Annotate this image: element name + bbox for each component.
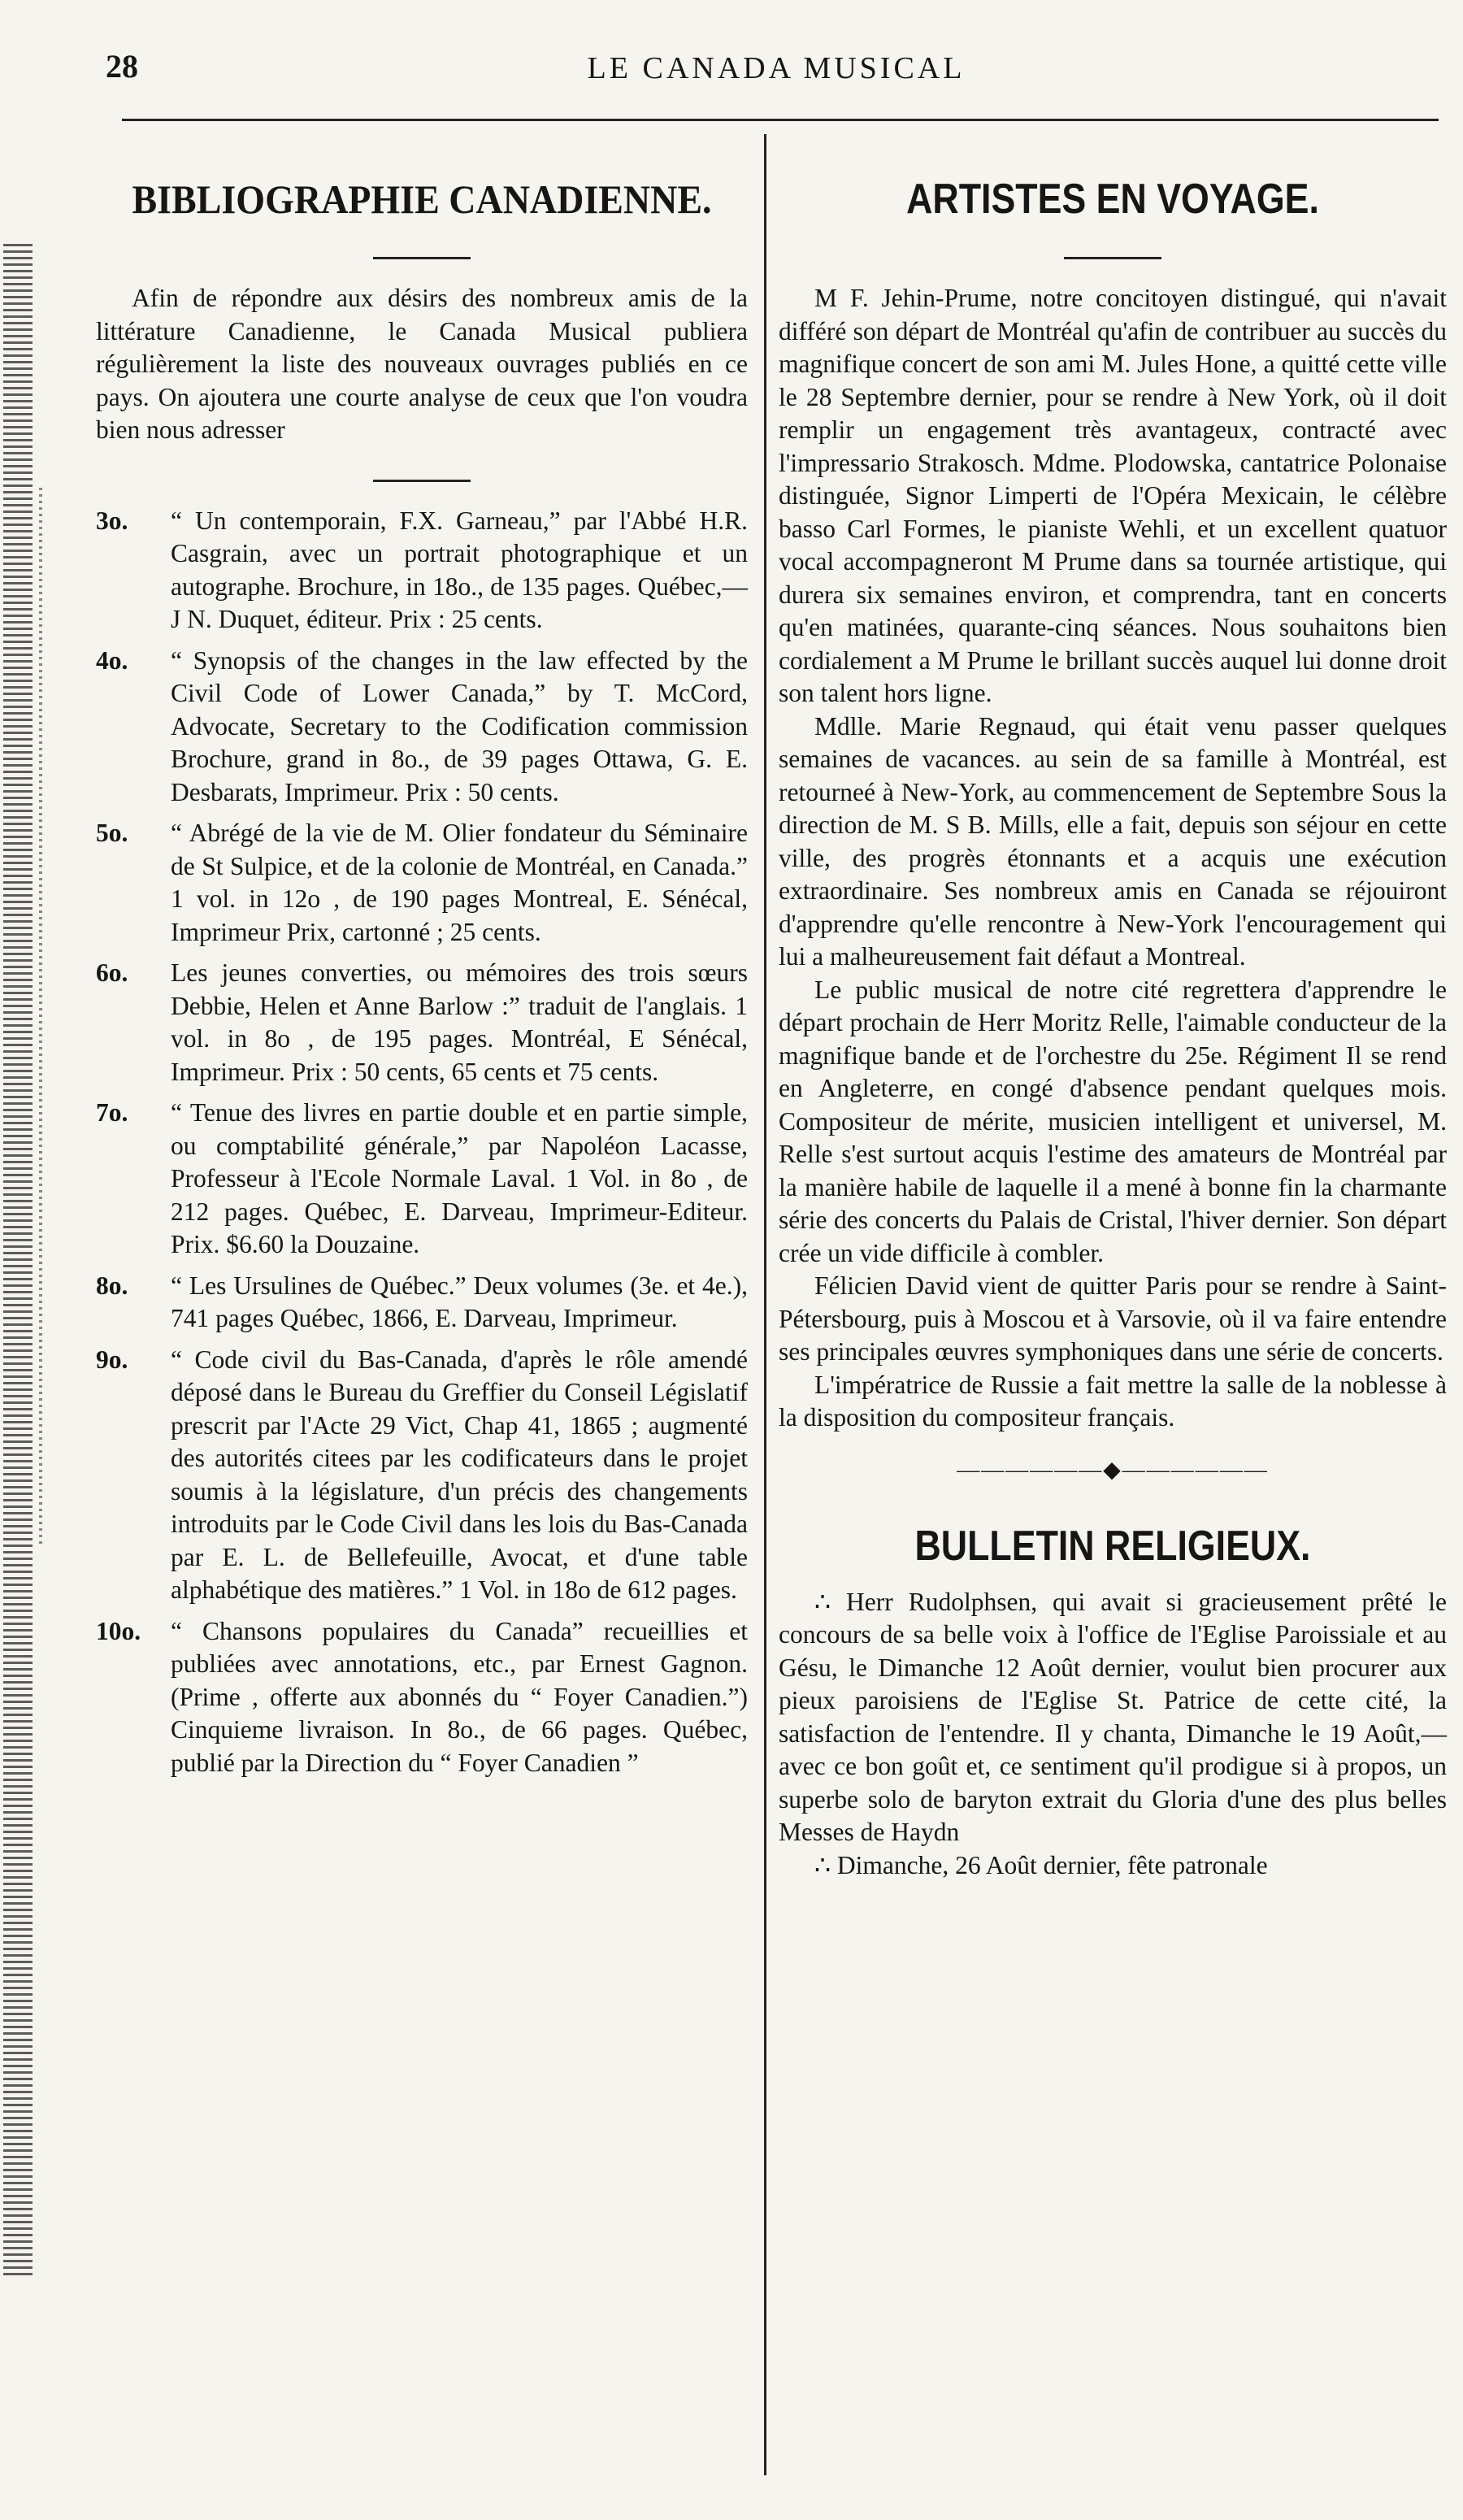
entry-number: 9o. bbox=[96, 1345, 128, 1374]
binding-edge-line bbox=[39, 488, 42, 1545]
title-rule bbox=[373, 257, 471, 259]
bibliography-entry bbox=[96, 957, 748, 1088]
bibliography-list bbox=[96, 505, 748, 1780]
section-title-bulletin: BULLETIN RELIGIEUX. bbox=[914, 1522, 1311, 1570]
section-ornament-rule: ——————◆—————— bbox=[957, 1457, 1269, 1483]
article-paragraph: Le public musical de notre cité regrettera d'apprendre le départ prochain de Herr Moritz Relle, l'aimable conducteur de la magnifique bande et de l'orchestre du 25e. Régiment Il se rend en Angleterre, en congé d'absence pendant quelques mois. Compositeur de mérite, musicien intelligent et universel, M. Relle s'est surtout acquis l'estime des amateurs de Montréal par la manière habile de laquelle il a mené à bonne fin la charmante série des concerts du Palais de Cristal, l'hiver dernier. Son départ crée un vide difficile à combler. bbox=[779, 975, 1447, 1267]
running-head bbox=[106, 47, 1447, 96]
bibliography-entry bbox=[96, 1344, 748, 1607]
bibliography-entry bbox=[96, 505, 748, 637]
journal-title: LE CANADA MUSICAL bbox=[587, 51, 966, 85]
entry-number: 5o. bbox=[96, 819, 128, 847]
article-paragraph: L'impératrice de Russie a fait mettre la salle de la noblesse à la disposition du compositeur français. bbox=[779, 1370, 1447, 1432]
entry-text: “ Chansons populaires du Canada” recueillies et publiées avec annotations, etc., par Ernest Gagnon. (Prime , offerte aux abonnés du “ Foyer Canadien.”) Cinquieme livraison. In 8o., de 66 pages. Québec, publié par la Direction du “ Foyer Canadien ” bbox=[171, 1616, 748, 1777]
entry-number: 10o. bbox=[96, 1616, 141, 1645]
article-paragraph: Mdlle. Marie Regnaud, qui était venu passer quelques semaines de vacances. au sein de sa famille à Montréal, est retourneé à New-York, au commencement de Septembre Sous la direction de M. S B. Mills, elle a fait, depuis son séjour en cette ville, des progrès étonnants et a acquis une exécution extraordinaire. Ses nombreux amis en Canada se réjouiront d'apprendre qu'elle rencontre à New-York l'encouragement qui lui a malheureusement fait défaut a Montreal. bbox=[779, 711, 1447, 971]
entry-number: 4o. bbox=[96, 645, 128, 675]
entry-number: 6o. bbox=[96, 958, 128, 987]
section-title-artistes: ARTISTES EN VOYAGE. bbox=[906, 176, 1319, 223]
bibliographie-intro: Afin de répondre aux désirs des nombreux amis de la littérature Canadienne, le Canada Musical publiera régulièrement la liste des nouveaux ouvrages publiés en ce pays. On ajoutera une courte analyse de ceux que l'on voudra bien nous adresser bbox=[96, 284, 748, 444]
article-paragraph: M F. Jehin-Prume, notre concitoyen distingué, qui n'avait différé son départ de Montréal qu'afin de contribuer au succès du magnifique concert de son ami M. Jules Hone, a quitté cette ville le 28 Septembre dernier, pour se rendre à New York, où il doit remplir un engagement très avantageux, contracté avec l'impressario Strakosch. Mdme. Plodowska, cantatrice Polonaise distinguée, Signor Limperti de l'Opéra Mexicain, le célèbre basso Carl Formes, le pianiste Wehli, et un excellent quatuor vocal accompagneront M Prume dans sa tournée artistique, qui durera six semaines environ, et comprendra, tant en concerts qu'en matinées, quarante-cinq séances. Nous souhaitons bien cordialement a M Prume le brillant succès auquel lui donne droit son talent hors ligne. bbox=[779, 284, 1447, 707]
article-paragraph: Félicien David vient de quitter Paris pour se rendre à Saint-Pétersbourg, puis à Moscou et à Varsovie, où il va faire entendre ses principales œuvres symphoniques dans une série de concerts. bbox=[779, 1271, 1447, 1366]
article-paragraph: ∴ Dimanche, 26 Août dernier, fête patronale bbox=[814, 1850, 1268, 1879]
binding-edge-marks bbox=[3, 244, 33, 2276]
entry-text: Les jeunes converties, ou mémoires des trois sœurs Debbie, Helen et Anne Barlow :” traduit de l'anglais. 1 vol. in 8o , de 195 pages. Montréal, E Sénécal, Imprimeur. Prix : 50 cents, 65 cents et 75 cents. bbox=[171, 958, 748, 1086]
title-spacer bbox=[779, 1571, 1447, 1586]
entry-text: “ Code civil du Bas-Canada, d'après le rôle amendé déposé dans le Bureau du Greffier du Conseil Législatif prescrit par l'Acte 29 Vict, Chap 41, 1865 ; augmenté des autorités citees par les codificateurs dans le projet soumis à la législature, d'un précis des changements introduits par le Code Civil dans les lois du Bas-Canada par E. L. de Bellefeuille, Avocat, et d'une table alphabétique des matières.” 1 Vol. in 18o de 612 pages. bbox=[171, 1345, 748, 1604]
entry-text: “ Synopsis of the changes in the law effected by the Civil Code of Lower Canada,” by T. McCord, Advocate, Secretary to the Codification commission Brochure, grand in 8o., de 39 pages Ottawa, G. E. Desbarats, Imprimeur. Prix : 50 cents. bbox=[171, 645, 748, 806]
bibliography-entry bbox=[96, 817, 748, 949]
entry-number: 8o. bbox=[96, 1271, 128, 1300]
title-rule bbox=[1064, 257, 1161, 259]
intro-rule bbox=[373, 480, 471, 482]
section-title-bibliographie: BIBLIOGRAPHIE CANADIENNE. bbox=[132, 176, 712, 222]
column-divider bbox=[764, 134, 766, 2475]
entry-text: “ Les Ursulines de Québec.” Deux volumes (3e. et 4e.), 741 pages Québec, 1866, E. Darveau, Imprimeur. bbox=[171, 1271, 748, 1332]
entry-text: “ Tenue des livres en partie double et en partie simple, ou comptabilité générale,” par Napoléon Lacasse, Professeur à l'Ecole Normale Laval. 1 Vol. in 8o , de 212 pages. Québec, E. Darveau, Imprimeur-Editeur. Prix. $6.60 la Douzaine. bbox=[171, 1098, 748, 1258]
entry-text: “ Abrégé de la vie de M. Olier fondateur du Séminaire de St Sulpice, et de la colonie de Montréal, en Canada.” 1 vol. in 12o , de 190 pages Montreal, E. Sénécal, Imprimeur Prix, cartonné ; 25 cents. bbox=[171, 819, 748, 946]
article-paragraph: ∴ Herr Rudolphsen, qui avait si gracieusement prêté le concours de sa belle voix à l'office de l'Eglise Paroissiale et au Gésu, le Dimanche 12 Août dernier, voulut bien procurer aux pieux paroisiens de l'Eglise St. Patrice de cette cité, la satisfaction de l'entendre. Il y chanta, Dimanche le 19 Août,—avec ce bon goût et, ce sentiment qu'il prodigue si à propos, un superbe solo de baryton extrait du Gloria d'une des plus belles Messes de Haydn bbox=[779, 1587, 1447, 1846]
right-column bbox=[779, 137, 1447, 1882]
header-rule bbox=[122, 119, 1439, 121]
entry-text: “ Un contemporain, F.X. Garneau,” par l'Abbé H.R. Casgrain, avec un portrait photographique et un autographe. Brochure, in 18o., de 135 pages. Québec,—J N. Duquet, éditeur. Prix : 25 cents. bbox=[171, 506, 748, 633]
bibliography-entry bbox=[96, 645, 748, 810]
entry-number: 7o. bbox=[96, 1098, 128, 1127]
page-number: 28 bbox=[106, 48, 138, 85]
entry-number: 3o. bbox=[96, 506, 128, 535]
left-column bbox=[96, 137, 748, 1788]
bibliography-entry bbox=[96, 1615, 748, 1780]
bibliography-entry bbox=[96, 1097, 748, 1262]
bibliography-entry bbox=[96, 1270, 748, 1336]
